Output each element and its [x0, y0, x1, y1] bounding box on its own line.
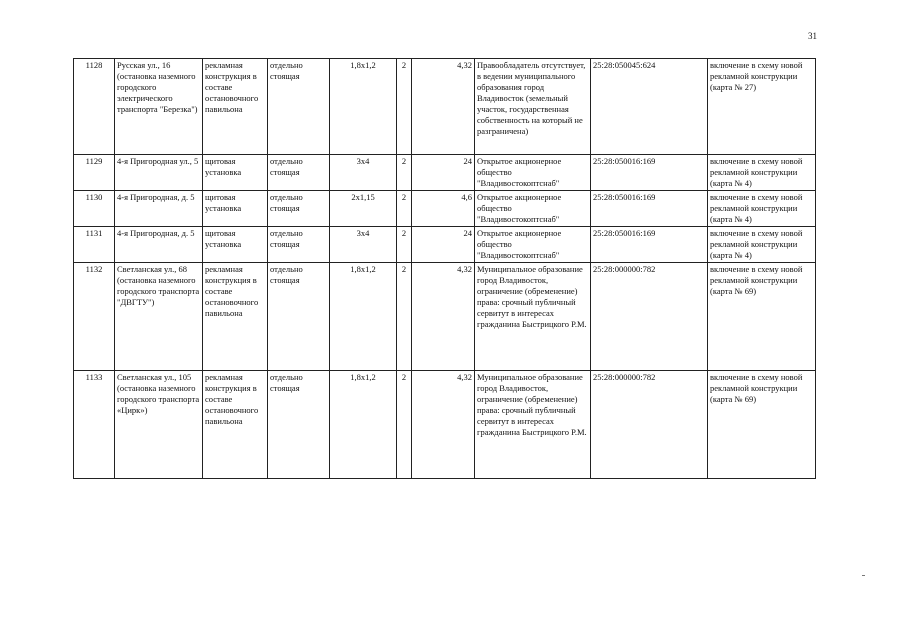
cell-note: включение в схему новой рекламной конструкции (карта № 69)	[708, 263, 816, 371]
cell-size: 1,8x1,2	[330, 59, 397, 155]
cell-area: 4,32	[412, 371, 475, 479]
cell-owner: Муниципальное образование город Владивосток, ограничение (обременение) права: срочный публичный сервитут в интересах гражданина Быстрицкого Р.М.	[475, 371, 591, 479]
cell-size: 1,8x1,2	[330, 263, 397, 371]
cell-size: 3x4	[330, 155, 397, 191]
cell-num: 1133	[74, 371, 115, 479]
cell-placement: отдельно стоящая	[268, 191, 330, 227]
cell-address: 4-я Пригородная, д. 5	[115, 227, 203, 263]
cell-sides: 2	[397, 371, 412, 479]
cell-num: 1128	[74, 59, 115, 155]
cell-note: включение в схему новой рекламной конструкции (карта № 4)	[708, 155, 816, 191]
cell-num: 1129	[74, 155, 115, 191]
table-row	[74, 263, 816, 371]
cell-note: включение в схему новой рекламной конструкции (карта № 4)	[708, 227, 816, 263]
cell-cadastral: 25:28:050016:169	[591, 155, 708, 191]
table-row	[74, 227, 816, 263]
cell-placement: отдельно стоящая	[268, 227, 330, 263]
cell-sides: 2	[397, 191, 412, 227]
cell-address: Светланская ул., 68 (остановка наземного городского транспорта "ДВГТУ")	[115, 263, 203, 371]
cell-type: рекламная конструкция в составе остановочного павильона	[203, 371, 268, 479]
cell-placement: отдельно стоящая	[268, 263, 330, 371]
cell-cadastral: 25:28:000000:782	[591, 371, 708, 479]
cell-address: Светланская ул., 105 (остановка наземного городского транспорта «Цирк»)	[115, 371, 203, 479]
cell-area: 4,32	[412, 263, 475, 371]
cell-type: рекламная конструкция в составе остановочного павильона	[203, 263, 268, 371]
cell-sides: 2	[397, 155, 412, 191]
cell-owner: Открытое акционерное общество "Владивостокоптснаб"	[475, 227, 591, 263]
cell-owner: Муниципальное образование город Владивосток, ограничение (обременение) права: срочный публичный сервитут в интересах гражданина Быстрицкого Р.М.	[475, 263, 591, 371]
cell-owner: Правообладатель отсутствует, в ведении муниципального образования город Владивосток (земельный участок, государственная собственность на который не разграничена)	[475, 59, 591, 155]
scan-mark	[862, 575, 865, 576]
cell-cadastral: 25:28:050045:624	[591, 59, 708, 155]
table-row	[74, 59, 816, 155]
cell-address: Русская ул., 16 (остановка наземного городского электрического транспорта "Березка")	[115, 59, 203, 155]
cell-type: щитовая установка	[203, 191, 268, 227]
cell-sides: 2	[397, 59, 412, 155]
table-row	[74, 371, 816, 479]
cell-cadastral: 25:28:050016:169	[591, 227, 708, 263]
cell-owner: Открытое акционерное общество "Владивостокоптснаб"	[475, 191, 591, 227]
cell-num: 1132	[74, 263, 115, 371]
table-row	[74, 155, 816, 191]
cell-sides: 2	[397, 263, 412, 371]
cell-sides: 2	[397, 227, 412, 263]
cell-area: 24	[412, 227, 475, 263]
cell-size: 3x4	[330, 227, 397, 263]
cell-note: включение в схему новой рекламной конструкции (карта № 4)	[708, 191, 816, 227]
table-row	[74, 191, 816, 227]
cell-cadastral: 25:28:050016:169	[591, 191, 708, 227]
cell-num: 1131	[74, 227, 115, 263]
cell-size: 1,8x1,2	[330, 371, 397, 479]
cell-owner: Открытое акционерное общество "Владивостокоптснаб"	[475, 155, 591, 191]
cell-address: 4-я Пригородная, д. 5	[115, 191, 203, 227]
registry-table	[73, 58, 816, 479]
cell-address: 4-я Пригородная ул., 5	[115, 155, 203, 191]
cell-note: включение в схему новой рекламной конструкции (карта № 27)	[708, 59, 816, 155]
cell-placement: отдельно стоящая	[268, 371, 330, 479]
cell-note: включение в схему новой рекламной конструкции (карта № 69)	[708, 371, 816, 479]
cell-type: щитовая установка	[203, 155, 268, 191]
cell-area: 24	[412, 155, 475, 191]
cell-placement: отдельно стоящая	[268, 59, 330, 155]
cell-type: щитовая установка	[203, 227, 268, 263]
cell-num: 1130	[74, 191, 115, 227]
cell-area: 4,32	[412, 59, 475, 155]
cell-placement: отдельно стоящая	[268, 155, 330, 191]
cell-type: рекламная конструкция в составе остановочного павильона	[203, 59, 268, 155]
cell-cadastral: 25:28:000000:782	[591, 263, 708, 371]
cell-area: 4,6	[412, 191, 475, 227]
cell-size: 2x1,15	[330, 191, 397, 227]
page-number: 31	[808, 31, 817, 41]
registry-rows	[74, 59, 816, 479]
